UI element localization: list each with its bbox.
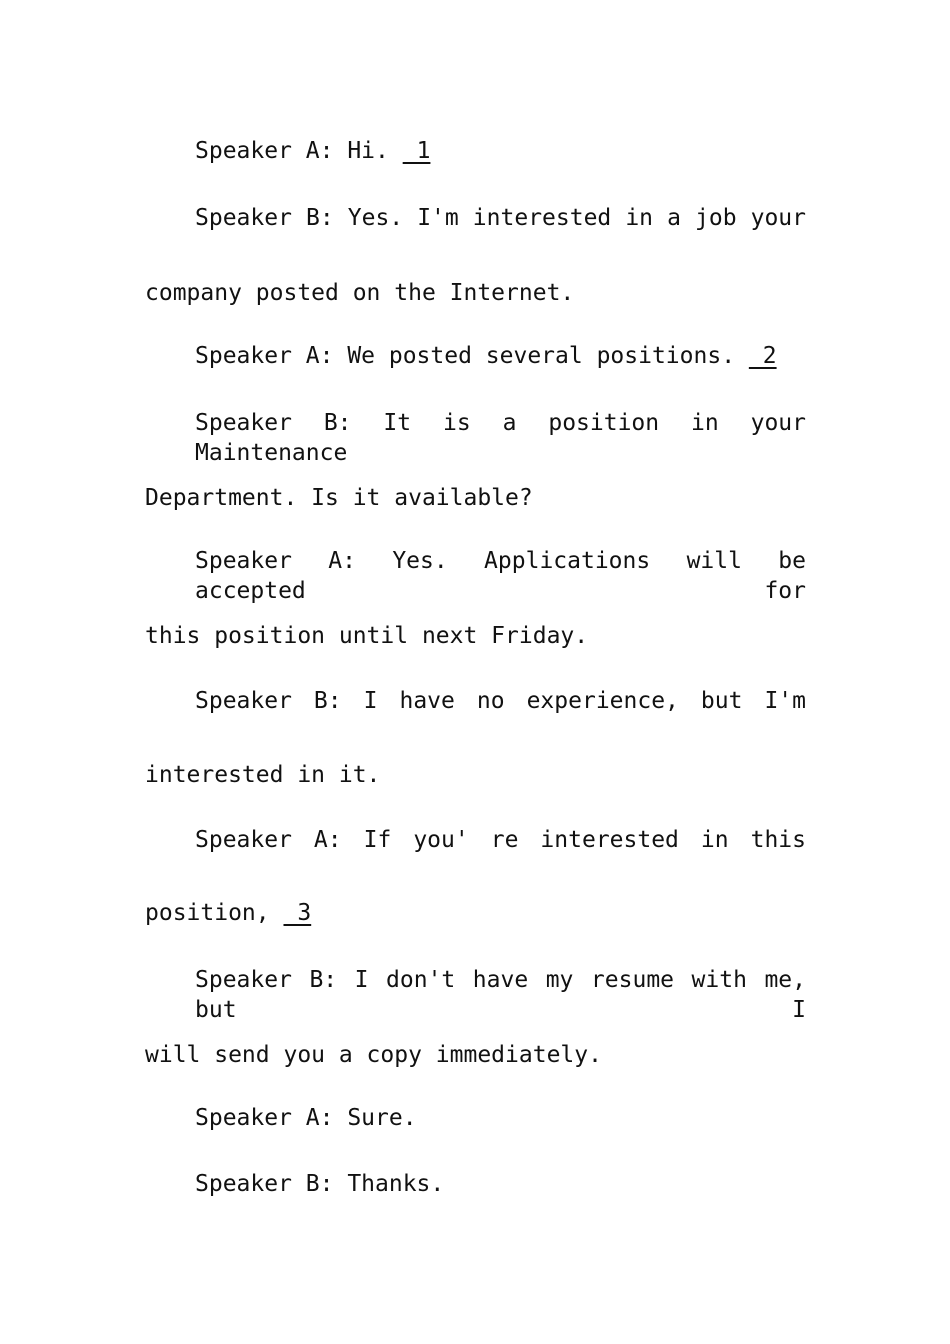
line-text: position, <box>145 900 284 926</box>
dialogue-line-b5: Speaker B: Thanks. <box>195 1171 445 1197</box>
answer-blank-1: _1 <box>402 138 431 164</box>
dialogue-line-b1: Speaker B: Yes. I'm interested in a job your <box>195 205 806 231</box>
answer-blank-2: _2 <box>748 343 777 369</box>
answer-blank-3: _3 <box>283 900 312 926</box>
dialogue-line-b2-cont: Department. Is it available? <box>145 485 533 511</box>
dialogue-line-b2: Speaker B: It is a position in your Maintenance <box>195 410 806 466</box>
dialogue-line-a2 <box>195 341 777 371</box>
dialogue-line-a5: Speaker A: Sure. <box>195 1105 417 1131</box>
dialogue-line-b4-cont: will send you a copy immediately. <box>145 1042 602 1068</box>
dialogue-line-a4: Speaker A: If you' re interested in this <box>195 827 806 853</box>
dialogue-line-b4: Speaker B: I don't have my resume with me, but I <box>195 967 806 1023</box>
dialogue-line-a4-cont <box>145 898 311 928</box>
line-text: Speaker A: Hi. <box>195 138 403 164</box>
dialogue-line-b3: Speaker B: I have no experience, but I'm <box>195 688 806 714</box>
dialogue-line-b1-cont: company posted on the Internet. <box>145 280 575 306</box>
dialogue-line-b3-cont: interested in it. <box>145 762 381 788</box>
dialogue-line-a3: Speaker A: Yes. Applications will be accepted for <box>195 548 806 604</box>
dialogue-line-a3-cont: this position until next Friday. <box>145 623 589 649</box>
dialogue-line-a1 <box>195 136 430 166</box>
line-text: Speaker A: We posted several positions. <box>195 343 749 369</box>
